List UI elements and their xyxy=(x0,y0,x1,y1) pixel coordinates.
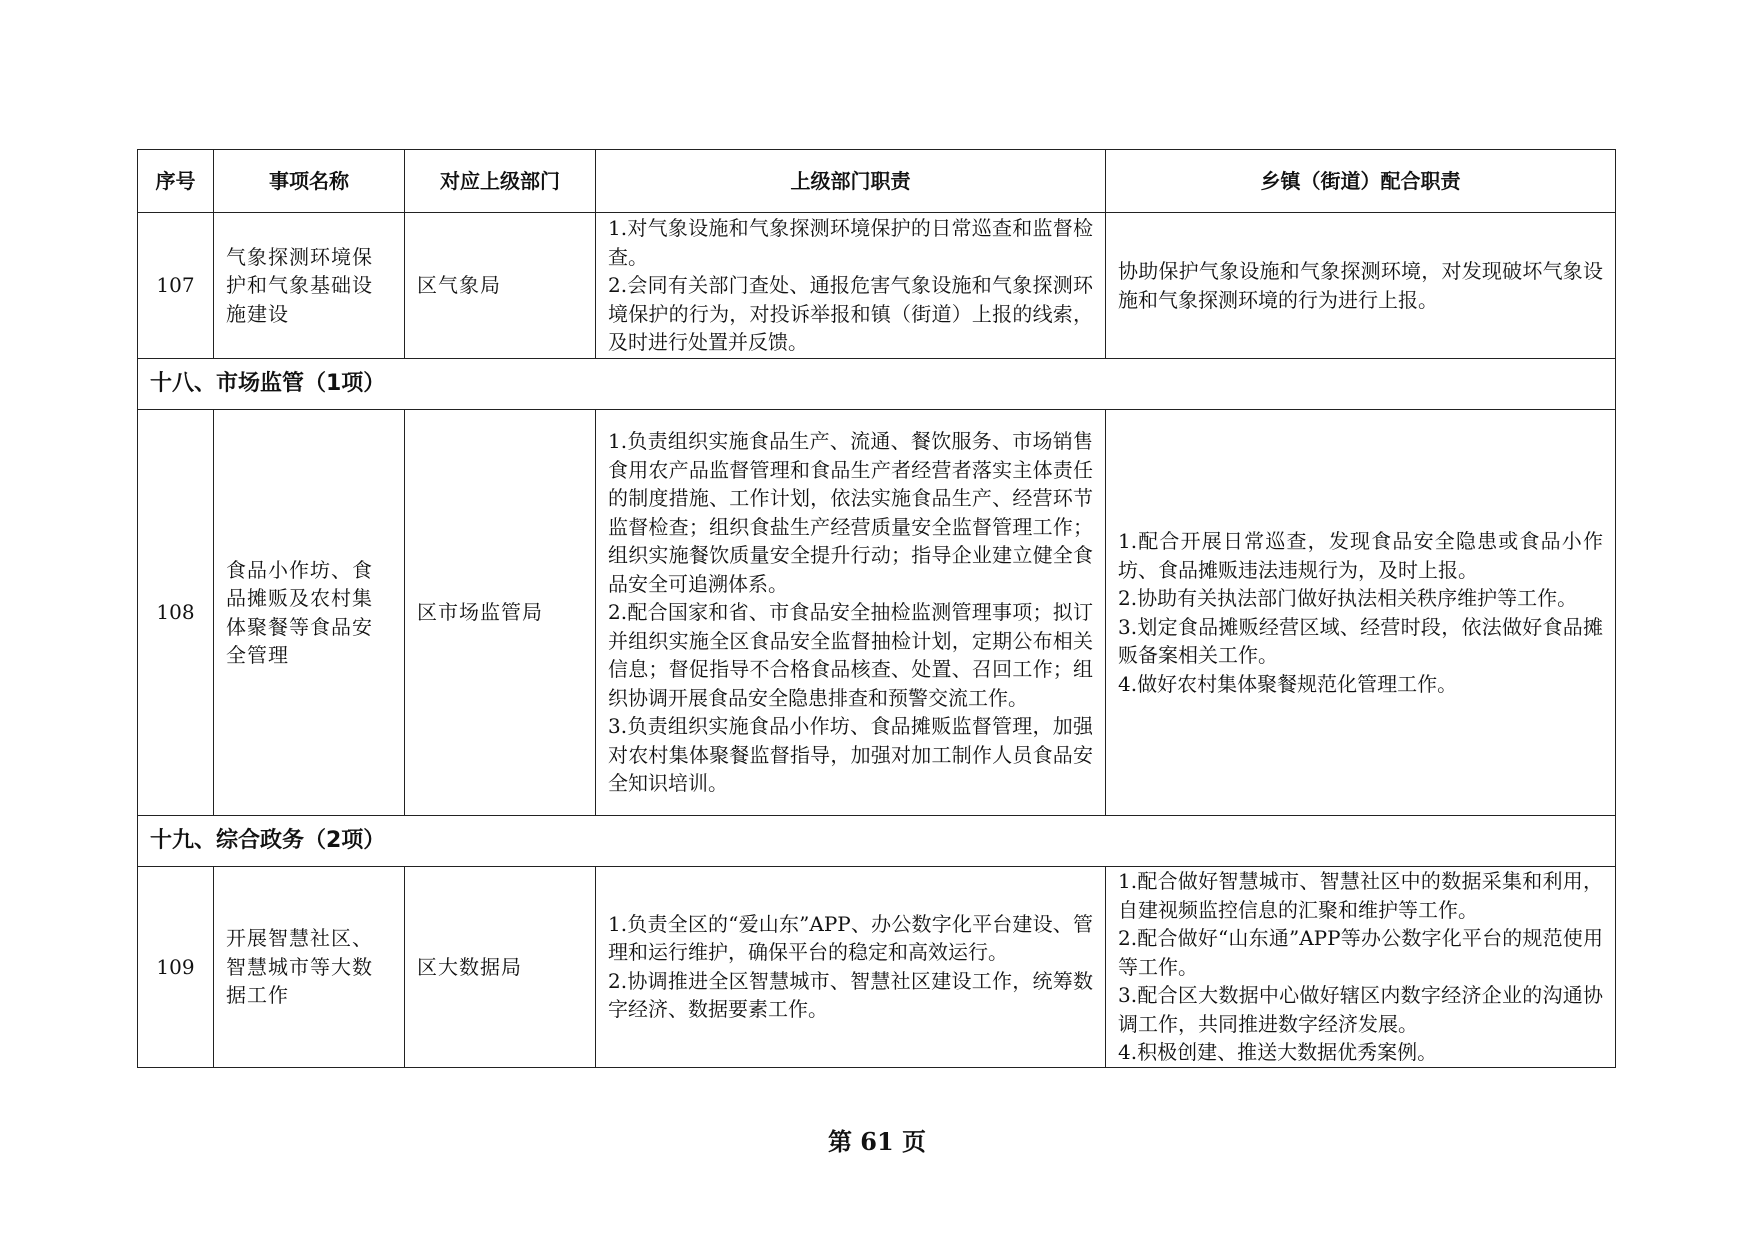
row-township-duty xyxy=(1106,867,1616,1068)
header-no: 序号 xyxy=(138,150,214,213)
row-superior-duty xyxy=(596,410,1106,816)
duty-line: 4.做好农村集体聚餐规范化管理工作。 xyxy=(1118,671,1458,696)
header-name: 事项名称 xyxy=(214,150,405,213)
duty-line: 2.配合做好“山东通”APP等办公数字化平台的规范使用等工作。 xyxy=(1118,926,1603,979)
header-township-duty: 乡镇（街道）配合职责 xyxy=(1106,150,1616,213)
header-superior-duty: 上级部门职责 xyxy=(596,150,1106,213)
row-item-name: 气象探测环境保护和气象基础设施建设 xyxy=(214,213,405,359)
row-item-name: 开展智慧社区、智慧城市等大数据工作 xyxy=(214,867,405,1068)
duty-line: 4.积极创建、推送大数据优秀案例。 xyxy=(1118,1040,1438,1064)
responsibility-table xyxy=(137,149,1616,1068)
duty-line: 1.配合做好智慧城市、智慧社区中的数据采集和利用，自建视频监控信息的汇聚和维护等工作。 xyxy=(1118,869,1603,922)
duty-line: 3.负责组织实施食品小作坊、食品摊贩监督管理，加强对农村集体聚餐监督指导，加强对加工制作人员食品安全知识培训。 xyxy=(608,714,1093,796)
row-dept: 区市场监管局 xyxy=(405,410,596,816)
page-number: 第 61 页 xyxy=(827,1127,927,1156)
row-township-duty xyxy=(1106,410,1616,816)
duty-line: 2.协调推进全区智慧城市、智慧社区建设工作，统筹数字经济、数据要素工作。 xyxy=(608,968,1093,1022)
table-row xyxy=(138,213,1616,359)
section-title: 十九、综合政务（2项） xyxy=(138,816,1616,867)
row-superior-duty xyxy=(596,867,1106,1068)
row-superior-duty xyxy=(596,213,1106,359)
row-no: 107 xyxy=(138,213,214,359)
row-no: 108 xyxy=(138,410,214,816)
duty-line: 1.负责组织实施食品生产、流通、餐饮服务、市场销售食用农产品监督管理和食品生产者经营者落实主体责任的制度措施、工作计划，依法实施食品生产、经营环节监督检查；组织食盐生产经营质量安全监督管理工作；组织实施餐饮质量安全提升行动；指导企业建立健全食品安全可追溯体系。 xyxy=(608,429,1093,596)
duty-line: 协助保护气象设施和气象探测环境，对发现破坏气象设施和气象探测环境的行为进行上报。 xyxy=(1118,259,1603,312)
duty-line: 3.配合区大数据中心做好辖区内数字经济企业的沟通协调工作，共同推进数字经济发展。 xyxy=(1118,983,1603,1036)
duty-line: 2.配合国家和省、市食品安全抽检监测管理事项；拟订并组织实施全区食品安全监督抽检计划，定期公布相关信息；督促指导不合格食品核查、处置、召回工作；组织协调开展食品安全隐患排查和预警交流工作。 xyxy=(608,600,1093,710)
row-dept: 区气象局 xyxy=(405,213,596,359)
duty-line: 1.对气象设施和气象探测环境保护的日常巡查和监督检查。 xyxy=(608,216,1093,269)
row-item-name: 食品小作坊、食品摊贩及农村集体聚餐等食品安全管理 xyxy=(214,410,405,816)
duty-line: 2.协助有关执法部门做好执法相关秩序维护等工作。 xyxy=(1118,586,1578,610)
table-row xyxy=(138,410,1616,816)
duty-line: 2.会同有关部门查处、通报危害气象设施和气象探测环境保护的行为，对投诉举报和镇（街道）上报的线索，及时进行处置并反馈。 xyxy=(608,273,1093,355)
row-no: 109 xyxy=(138,867,214,1068)
section-row xyxy=(138,816,1616,867)
table-row xyxy=(138,867,1616,1068)
header-dept: 对应上级部门 xyxy=(405,150,596,213)
row-dept: 区大数据局 xyxy=(405,867,596,1068)
duty-line: 1.配合开展日常巡查，发现食品安全隐患或食品小作坊、食品摊贩违法违规行为，及时上报。 xyxy=(1118,529,1603,582)
duty-line: 1.负责全区的“爱山东”APP、办公数字化平台建设、管理和运行维护，确保平台的稳定和高效运行。 xyxy=(608,911,1093,965)
duty-line: 3.划定食品摊贩经营区域、经营时段，依法做好食品摊贩备案相关工作。 xyxy=(1118,614,1603,667)
row-township-duty xyxy=(1106,213,1616,359)
section-title: 十八、市场监管（1项） xyxy=(138,359,1616,410)
table-header-row xyxy=(138,150,1616,213)
section-row xyxy=(138,359,1616,410)
